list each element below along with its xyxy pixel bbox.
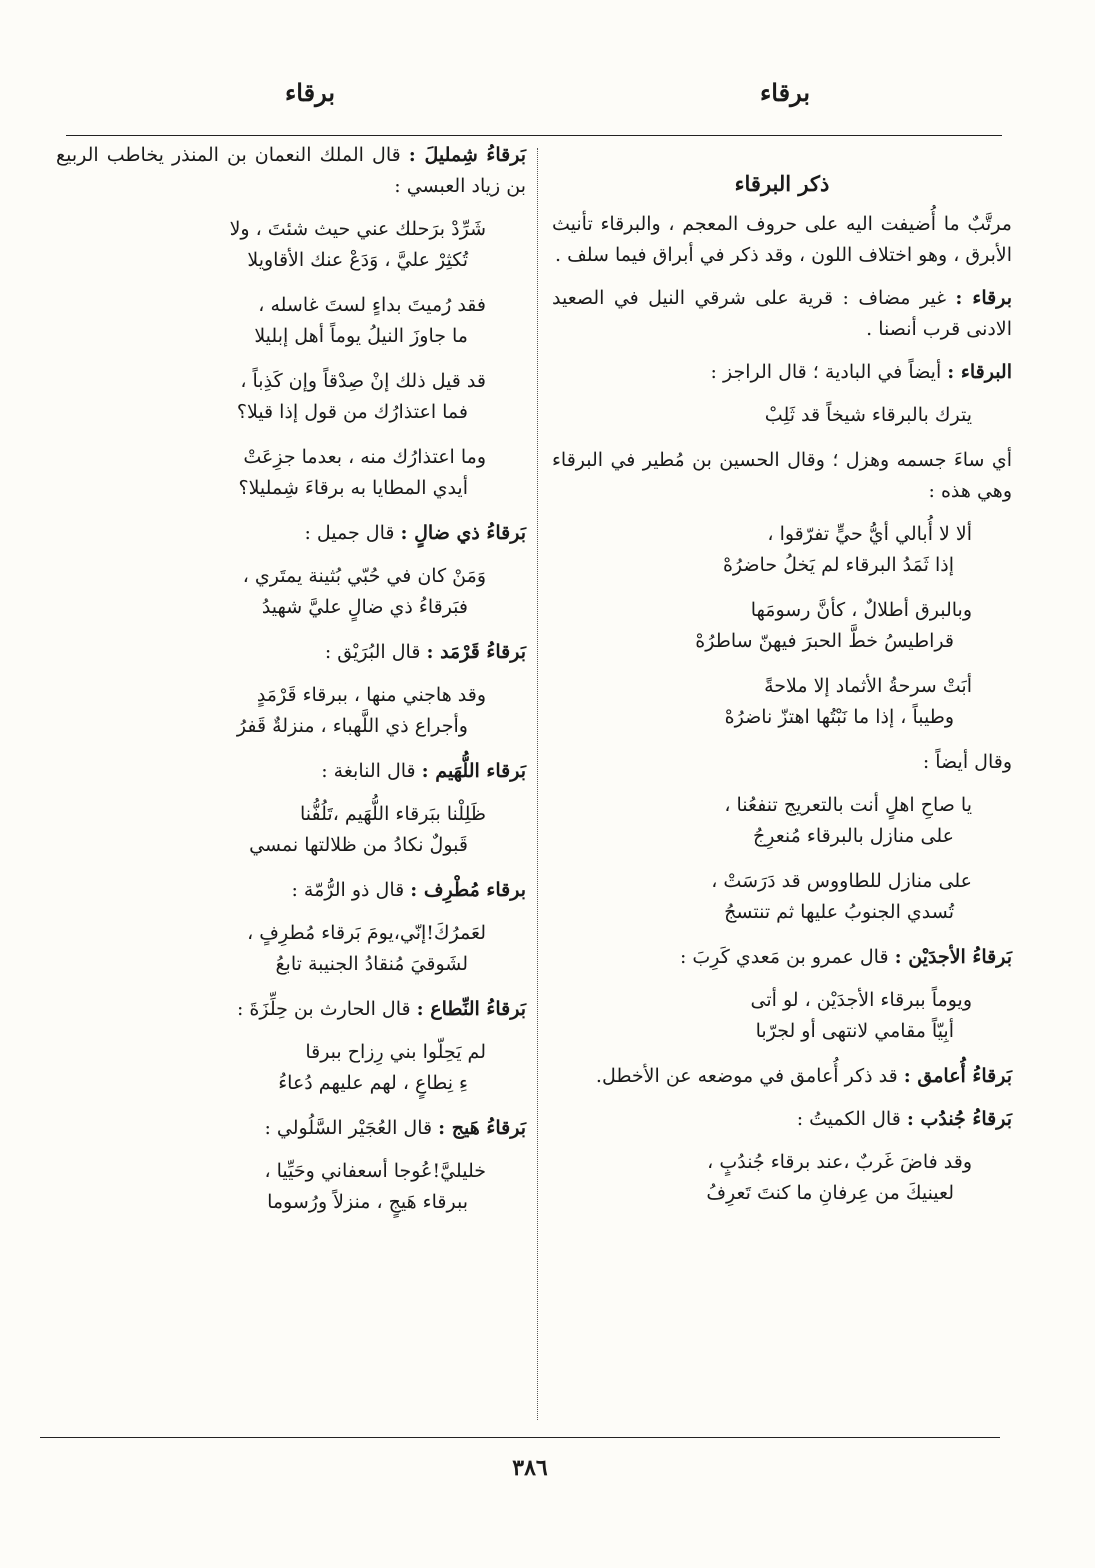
verse	[56, 214, 526, 276]
verse-line: وقد هاجني منها ، ببرقاء قَرْمَدٍ	[256, 684, 486, 706]
entry-paragraph	[552, 357, 1012, 388]
entry-paragraph	[552, 1061, 1012, 1092]
verse-line: لم يَحِلّوا بني رِزاح ببرقا	[305, 1041, 486, 1063]
verse-line: لشَوقيَ مُنقادُ الجنيبة تابعُ	[275, 953, 468, 975]
top-rule	[66, 135, 1002, 136]
entry-title: بَرقاءُ الأجدَيْن :	[894, 946, 1012, 968]
verse-line: تُسدي الجنوبُ عليها ثم تنتسجُ	[724, 901, 954, 923]
verse	[552, 519, 1012, 581]
entry-text: غير مضاف : قرية على شرقي النيل في الصعيد الادنى قرب أنصنا .	[552, 287, 1012, 340]
entry-title: بَرقاءُ هَيج :	[438, 1117, 526, 1139]
verse-line: على منازل للطاووس قد دَرَسَتْ ،	[711, 870, 972, 892]
verse-line: وطيباً ، إذا ما نَبْتُها اهتزّ ناضرُهْ	[724, 706, 954, 728]
verse-line: شَرِّدْ برَحلك عني حيث شئتَ ، ولا	[229, 218, 486, 240]
verse-line: وقد فاضَ غَربٌ ،عند برقاء جُندُبٍ ،	[707, 1151, 972, 1173]
verse-line: لعينيكَ من عِرفانِ ما كنتَ تَعرِفُ	[706, 1182, 954, 1204]
entry-title: برقاء :	[955, 287, 1012, 309]
verse-line: فما اعتذارُك من قول إذا قيلا؟	[236, 401, 468, 423]
verse	[56, 918, 526, 980]
verse-line: وبالبرق أطلالٌ ، كأنَّ رسومَها	[750, 599, 972, 621]
entry-paragraph	[552, 283, 1012, 345]
entry-title: بَرقاءُ ذي ضالٍ :	[400, 522, 526, 544]
entry-text: قال الملك النعمان بن المنذر يخاطب الربيع بن زياد العبسي :	[56, 144, 526, 197]
entry-title: بَرقاء اللُّهَيم :	[421, 760, 526, 782]
running-header-right: برقاء	[760, 78, 810, 107]
entry-title: بَرقاءُ جُندُب :	[906, 1108, 1012, 1130]
verse-line: وَمَنْ كان في حُبّي بُثينة يمتَري ،	[242, 565, 486, 587]
verse	[56, 442, 526, 504]
verse-line: وما اعتذارُك منه ، بعدما جزِعَتْ	[243, 446, 486, 468]
entry-title: البرقاء :	[947, 361, 1012, 383]
verse-line: ويوماً ببرقاء الأجدَيْن ، لو أتى	[750, 989, 972, 1011]
verse-line: أبِيّاً مقامي لانتهى أو لجرّبا	[755, 1020, 954, 1042]
verse-line: لعَمرُكَ!إنّي،يومَ بَرقاء مُطرِفٍ ،	[247, 922, 486, 944]
verse-line: وأجراع ذي اللَّهباء ، منزلةٌ قَفرُ	[236, 715, 468, 737]
verse-line: ءِ نِطاعٍ ، لهم عليهم دُعاءُ	[278, 1072, 468, 1094]
verse	[552, 866, 1012, 928]
entry-paragraph	[56, 875, 526, 906]
column-divider	[537, 148, 538, 1420]
entry-paragraph	[56, 756, 526, 787]
entry-paragraph	[552, 942, 1012, 973]
entry-title: بَرقاءُ شِمليلَ :	[408, 144, 526, 166]
verse	[552, 400, 1012, 431]
verse	[56, 799, 526, 861]
verse-line: إذا ثَمَدُ البرقاء لم يَخلُ حاضرُهْ	[722, 554, 954, 576]
verse	[56, 680, 526, 742]
entry-text: قال الحارث بن حِلِّزَةَ :	[236, 998, 417, 1020]
entry-paragraph	[56, 637, 526, 668]
verse	[56, 561, 526, 623]
verse-line: أبَتْ سرحةُ الأثماد إلا ملاحةً	[764, 675, 972, 697]
bottom-rule	[40, 1437, 1000, 1438]
verse	[56, 1037, 526, 1099]
entry-title: برقاء مُطْرِف :	[410, 879, 526, 901]
right-column	[552, 140, 1012, 1223]
entry-text: قال ذو الرُّمّة :	[291, 879, 411, 901]
verse-line: فقد رُميتَ بداءٍ لستَ غاسله ،	[258, 294, 486, 316]
verse-line: على منازل بالبرقاء مُنعرِجُ	[753, 825, 954, 847]
verse-line: قراطيسُ خطَّ الحبرَ فيهنّ ساطرُهْ	[695, 630, 954, 652]
section-heading: ذكر البرقاء	[734, 171, 830, 196]
verse-line: يا صاحِ اهلٍ أنت بالتعريج تنفعُنا ،	[724, 794, 972, 816]
verse	[56, 366, 526, 428]
entry-text: وقال أيضاً :	[922, 751, 1012, 773]
entry-text: قال عمرو بن مَعدي كَرِبَ :	[679, 946, 895, 968]
verse-line: خليليَّ!عُوجا أسعفاني وحَيِّيا ،	[264, 1160, 486, 1182]
verse-line: ما جاوزَ النيلُ يوماً أهل إبليلا	[254, 325, 468, 347]
verse-line: أيدي المطايا به برقاءَ شِمليلا؟	[238, 477, 468, 499]
verse-line: قد قيل ذلك إنْ صِدْقاً وإن كَذِباً ،	[240, 370, 486, 392]
entry-paragraph	[552, 209, 1012, 271]
entry-title: بَرقاءُ النِّطاع :	[416, 998, 526, 1020]
entry-title: بَرقاءُ قَرْمَد :	[426, 641, 526, 663]
left-column	[56, 140, 526, 1232]
verse	[552, 1147, 1012, 1209]
entry-paragraph	[552, 445, 1012, 507]
entry-text: قال البُرَيْق :	[324, 641, 427, 663]
entry-text: أيضاً في البادية ؛ قال الراجز :	[710, 361, 948, 383]
entry-text: قال النابغة :	[321, 760, 422, 782]
entry-text: قال جميل :	[304, 522, 401, 544]
verse-line: ظَلِلْنا ببَرقاء اللُّهَيم ،تَلُفُّنا	[300, 803, 486, 825]
verse	[552, 790, 1012, 852]
entry-paragraph	[56, 140, 526, 202]
verse-line: قَبولٌ نكادُ من ظلالتها نمسي	[249, 834, 468, 856]
verse	[552, 595, 1012, 657]
verse-line: تُكثِرْ عليَّ ، وَدَعْ عنك الأقاويلا	[247, 249, 468, 271]
entry-text: قال العُجَيْر السَّلُولي :	[264, 1117, 439, 1139]
entry-text: مرتَّبٌ ما أُضيفت اليه على حروف المعجم ، والبرقاء تأنيث الأبرق ، وهو اختلاف اللون ، وقد ذكر في أبراق فيما سلف .	[552, 213, 1012, 266]
entry-paragraph	[552, 747, 1012, 778]
verse	[56, 290, 526, 352]
verse	[552, 671, 1012, 733]
verse-line: يترك بالبرقاء شيخاً قد ثَلِبْ	[764, 404, 972, 426]
verse-line: ببرقاء هَيجٍ ، منزلاً ورُسوما	[267, 1191, 468, 1213]
verse-line: ألا لا أُبالي أيُّ حيٍّ تفرّقوا ،	[767, 523, 972, 545]
entry-text: قد ذكر أُعامق في موضعه عن الأخطل.	[595, 1065, 904, 1087]
entry-title: بَرقاءُ أُعامق :	[903, 1065, 1012, 1087]
page-number: ٣٨٦	[512, 1455, 548, 1481]
entry-paragraph	[56, 994, 526, 1025]
entry-text: أي ساءَ جسمه وهزل ؛ وقال الحسين بن مُطير في البرقاء وهي هذه :	[552, 449, 1012, 502]
verse	[552, 985, 1012, 1047]
running-header-left: برقاء	[285, 78, 335, 107]
entry-text: قال الكميتُ :	[796, 1108, 907, 1130]
entry-paragraph	[56, 518, 526, 549]
entry-paragraph	[56, 1113, 526, 1144]
entry-paragraph	[552, 1104, 1012, 1135]
verse-line: فبَرقاءُ ذي ضالٍ عليَّ شهيدُ	[261, 596, 468, 618]
verse	[56, 1156, 526, 1218]
